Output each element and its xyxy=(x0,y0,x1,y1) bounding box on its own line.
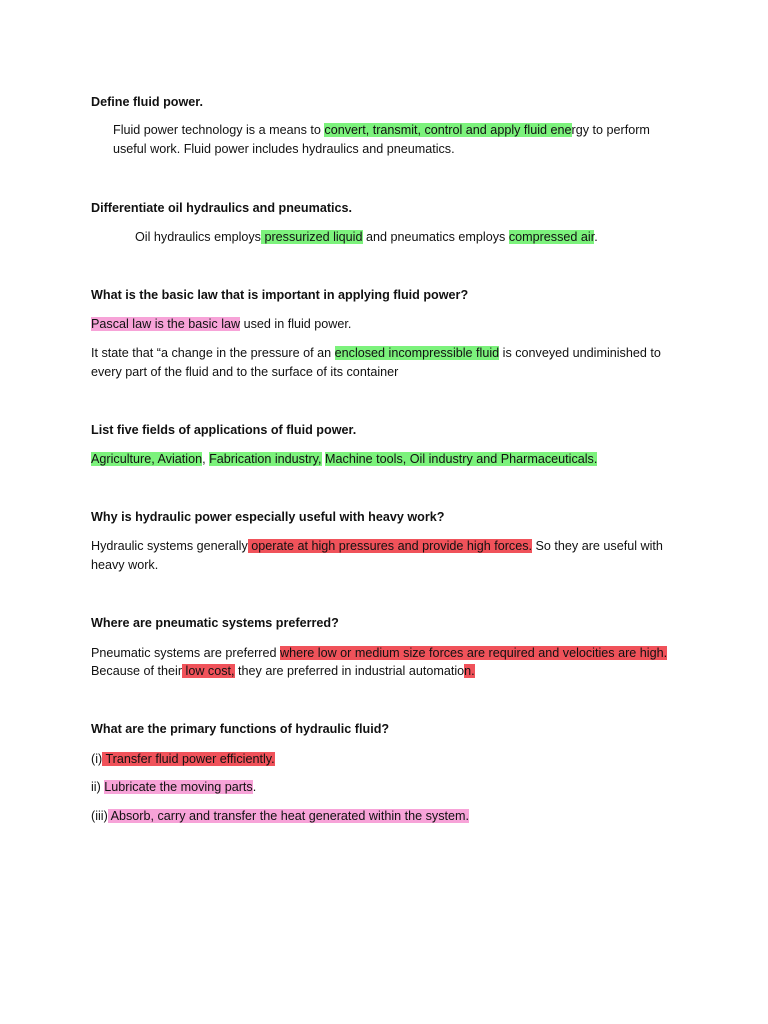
question-heading: List five fields of applications of fluid power. xyxy=(91,423,357,437)
text-run: ii) xyxy=(91,780,105,794)
text-run: It state that “a change in the pressure of an xyxy=(91,346,335,360)
text-run: useful work. Fluid power includes hydraulics and pneumatics. xyxy=(113,142,455,156)
text-run: So they are useful with xyxy=(532,539,663,553)
highlight-pink: Lubricate the moving parts xyxy=(104,780,253,794)
text-run: rgy to perform xyxy=(571,123,650,137)
answer-line xyxy=(91,662,475,681)
text-run: . xyxy=(252,780,257,794)
text-run: Pneumatic systems are preferred xyxy=(91,646,280,660)
text-run: Hydraulic systems generally xyxy=(91,539,248,553)
highlight-green: pressurized liquid xyxy=(260,230,363,244)
highlight-green: Fabrication industry, xyxy=(209,452,322,466)
highlight-pink: Absorb, carry and transfer the heat generated within the system. xyxy=(107,809,470,823)
highlight-green: compressed air xyxy=(508,230,595,244)
text-run: is conveyed undiminished to xyxy=(499,346,661,360)
text-run: . xyxy=(594,230,598,244)
answer-line xyxy=(91,537,663,556)
text-run: Because of their xyxy=(91,664,183,678)
text-run: they are preferred in industrial automatio xyxy=(234,664,465,678)
text-run: (i) xyxy=(91,752,103,766)
highlight-pink: Pascal law is the basic law xyxy=(91,317,241,331)
highlight-red: where low or medium size forces are required and velocities are high. xyxy=(279,646,668,660)
highlight-red: n. xyxy=(464,664,475,678)
answer-line xyxy=(91,807,469,826)
text-run: every part of the fluid and to the surface of its container xyxy=(91,365,399,379)
answer-line xyxy=(113,140,455,159)
answer-line xyxy=(91,644,667,663)
highlight-red: operate at high pressures and provide high forces. xyxy=(247,539,533,553)
question-heading: What are the primary functions of hydraulic fluid? xyxy=(91,722,390,736)
answer-line xyxy=(91,778,256,797)
highlight-red: low cost, xyxy=(182,664,235,678)
answer-line xyxy=(91,450,597,469)
question-heading: Differentiate oil hydraulics and pneumatics. xyxy=(91,201,353,215)
answer-line xyxy=(91,556,158,575)
question-heading: Why is hydraulic power especially useful with heavy work? xyxy=(91,510,445,524)
text-run: heavy work. xyxy=(91,558,159,572)
answer-line xyxy=(91,344,661,363)
highlight-green: Agriculture, Aviation xyxy=(91,452,203,466)
text-run: , xyxy=(202,452,210,466)
text-run: Oil hydraulics employs xyxy=(135,230,261,244)
answer-line xyxy=(91,750,275,769)
answer-line xyxy=(91,315,351,334)
question-heading: Where are pneumatic systems preferred? xyxy=(91,616,339,630)
question-heading: Define fluid power. xyxy=(91,95,203,109)
text-run: and pneumatics employs xyxy=(362,230,509,244)
highlight-red: Transfer fluid power efficiently. xyxy=(102,752,275,766)
text-run: (iii) xyxy=(91,809,108,823)
text-run: Fluid power technology is a means to xyxy=(113,123,325,137)
highlight-green: convert, transmit, control and apply fluid ene xyxy=(324,123,572,137)
question-heading: What is the basic law that is important in applying fluid power? xyxy=(91,288,469,302)
answer-line xyxy=(91,363,398,382)
answer-line xyxy=(135,228,598,247)
highlight-green: Machine tools, Oil industry and Pharmaceuticals. xyxy=(325,452,598,466)
highlight-green: enclosed incompressible fluid xyxy=(334,346,500,360)
answer-line xyxy=(113,121,650,140)
text-run: used in fluid power. xyxy=(240,317,352,331)
